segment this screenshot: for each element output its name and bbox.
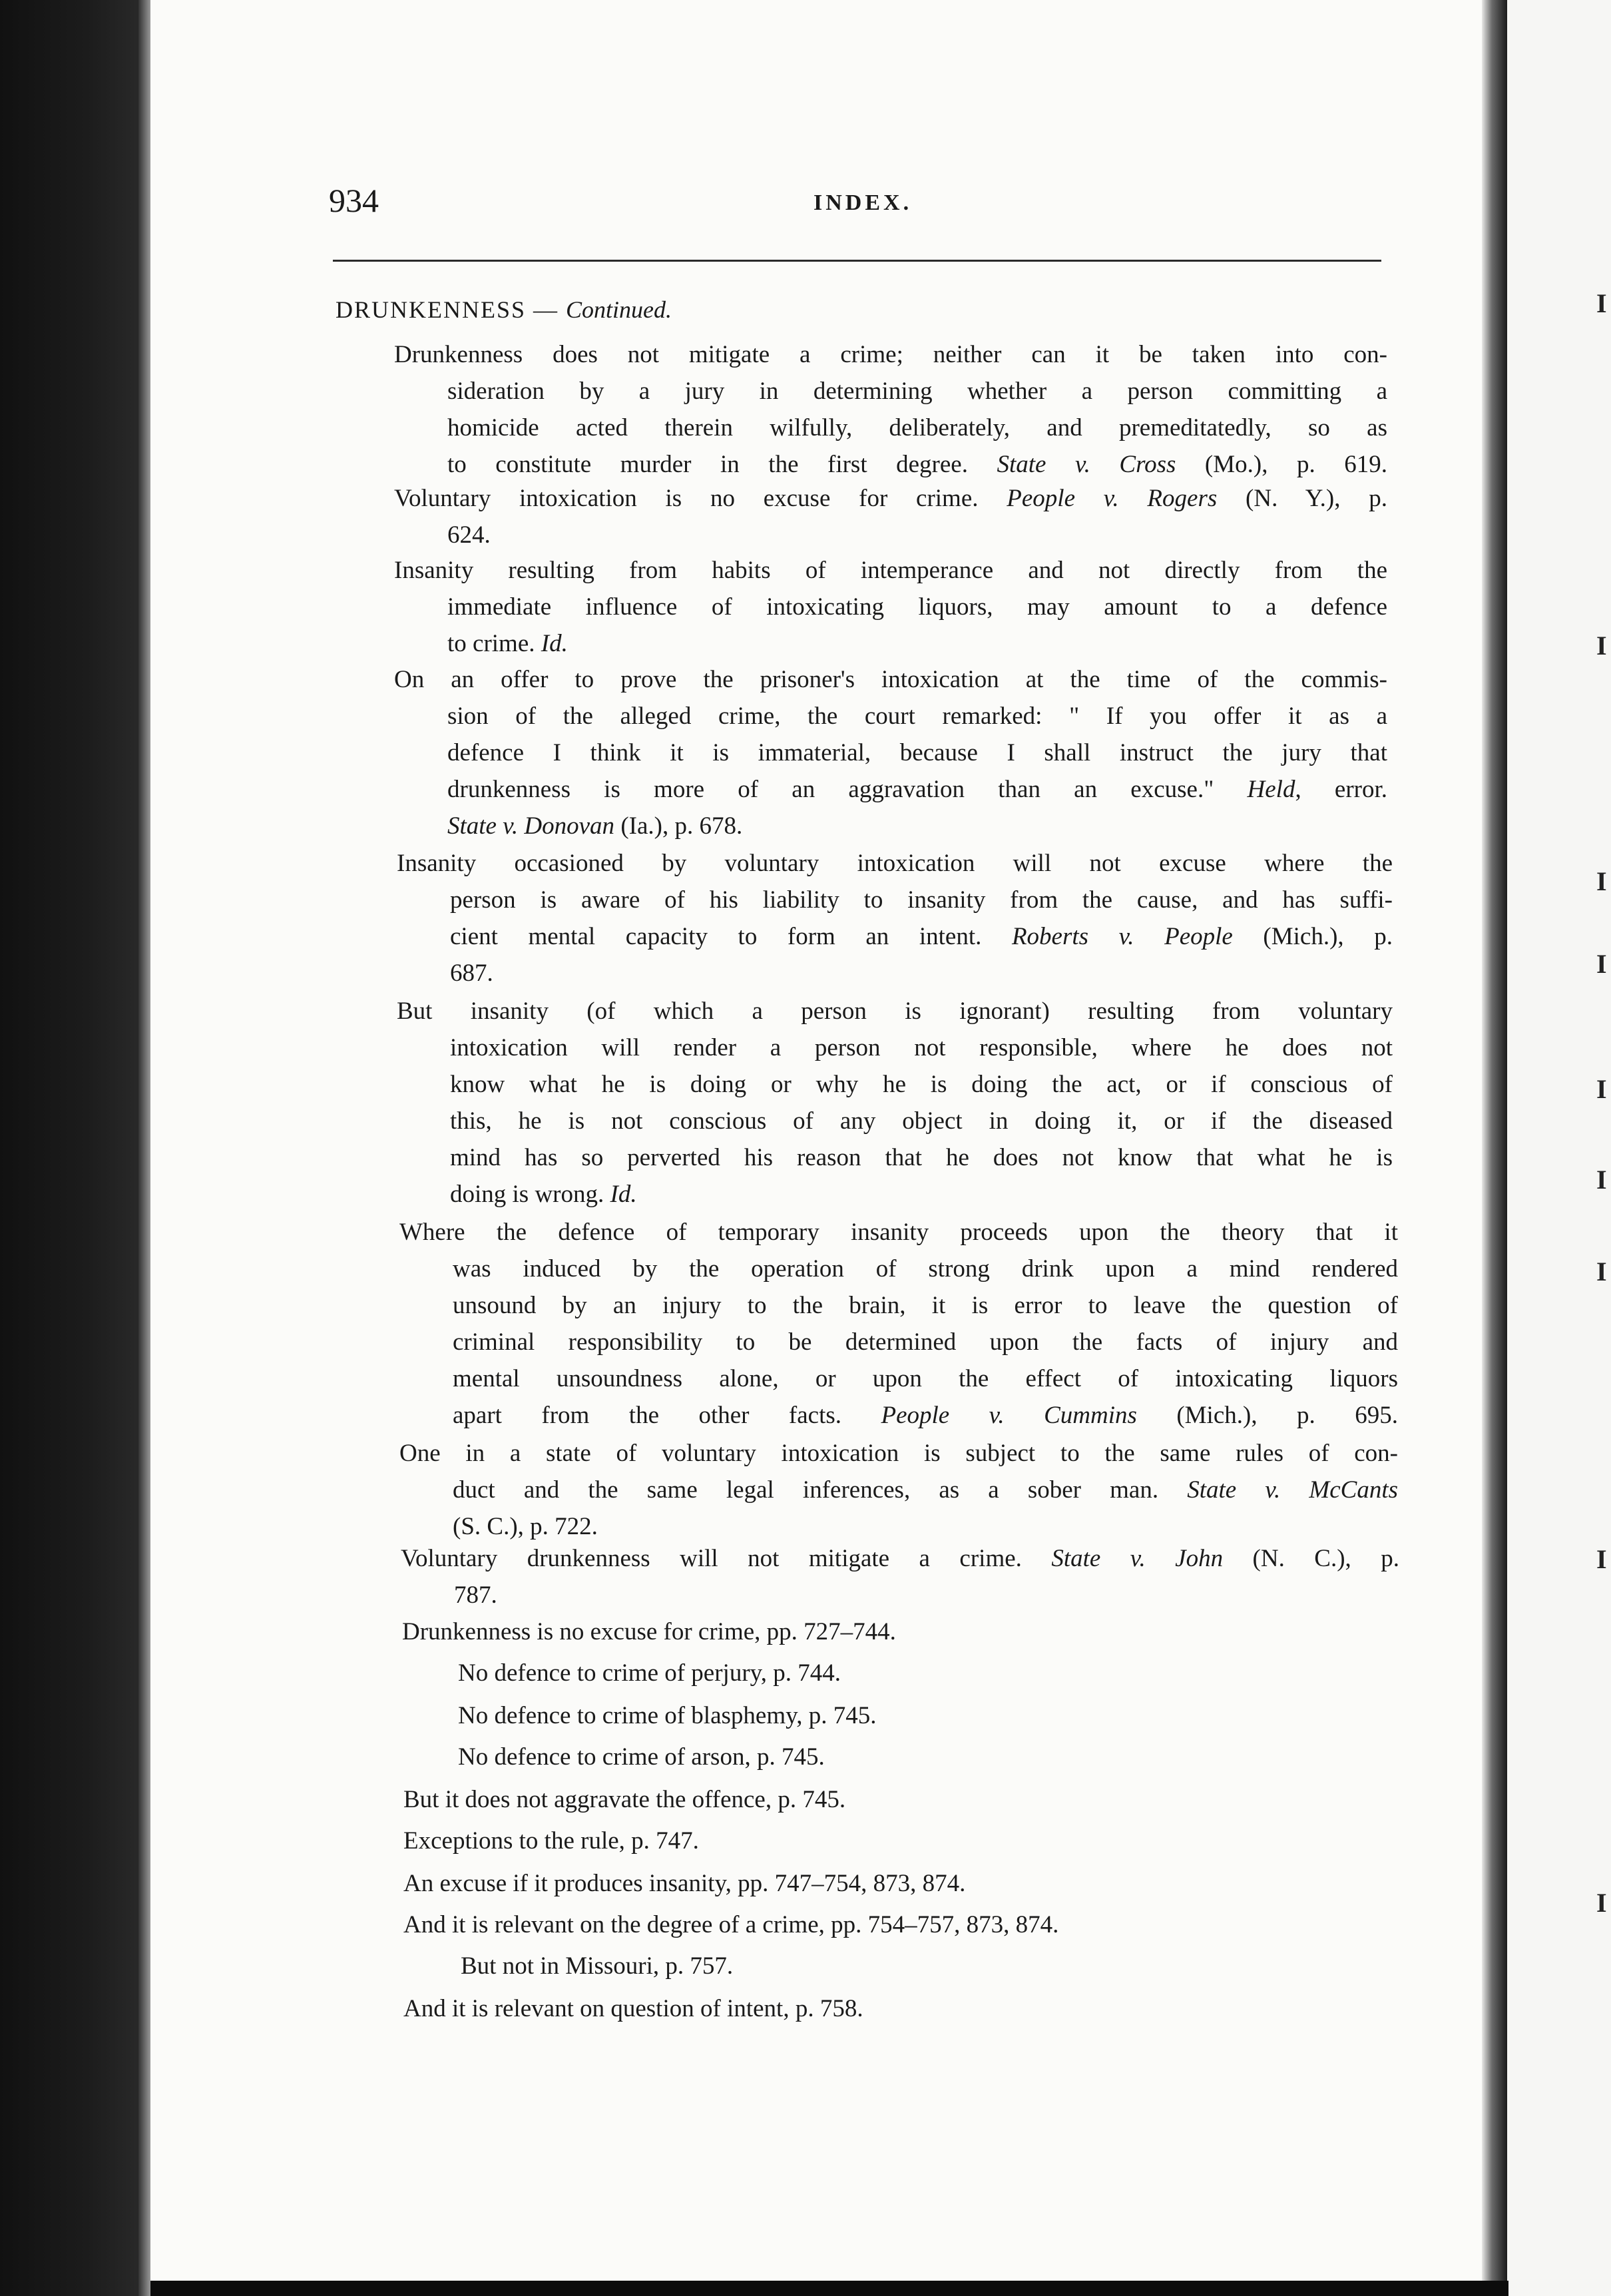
index-entry-line: But not in Missouri, p. 757.	[461, 1952, 734, 1980]
index-entry-line: But it does not aggravate the offence, p. 745.	[403, 1786, 846, 1813]
index-entry-line: (S. C.), p. 722.	[453, 1513, 598, 1540]
adjacent-page-letter: I	[1596, 949, 1607, 979]
index-entry-line: sideration by a jury in determining whether a person committing a	[447, 378, 1387, 405]
index-entry-line: 624.	[447, 521, 491, 549]
index-entry-line: Voluntary drunkenness will not mitigate a crime. State v. John (N. C.), p.	[401, 1545, 1399, 1572]
index-entry-line: No defence to crime of perjury, p. 744.	[458, 1659, 841, 1687]
index-entry-line: Drunkenness is no excuse for crime, pp. 727–744.	[402, 1618, 896, 1645]
index-entry-line: On an offer to prove the prisoner's intoxication at the time of the commis-	[394, 666, 1387, 693]
index-entry-line: Exceptions to the rule, p. 747.	[403, 1827, 699, 1855]
adjacent-page-letter: I	[1596, 1888, 1607, 1918]
index-entry-line: Drunkenness does not mitigate a crime; neither can it be taken into con-	[394, 341, 1387, 368]
index-entry-line: drunkenness is more of an aggravation than an excuse." Held, error.	[447, 776, 1387, 803]
index-entry-line: And it is relevant on question of intent, p. 758.	[403, 1995, 863, 2022]
index-entry-line: sion of the alleged crime, the court remarked: " If you offer it as a	[447, 703, 1387, 730]
adjacent-page-letter: I	[1596, 866, 1607, 896]
running-head: INDEX.	[813, 190, 913, 215]
index-entry-line: And it is relevant on the degree of a crime, pp. 754–757, 873, 874.	[403, 1911, 1059, 1938]
adjacent-page-letter: I	[1596, 1257, 1607, 1287]
index-entry-line: know what he is doing or why he is doing the act, or if conscious of	[450, 1071, 1393, 1098]
index-entry-line: unsound by an injury to the brain, it is error to leave the question of	[453, 1292, 1398, 1319]
index-entry-line: No defence to crime of arson, p. 745.	[458, 1743, 825, 1771]
page-number: 934	[329, 182, 379, 219]
index-entry-line: to crime. Id.	[447, 630, 568, 657]
index-entry-line: homicide acted therein wilfully, deliberately, and premeditatedly, so as	[447, 414, 1387, 441]
adjacent-page-letter: I	[1596, 631, 1607, 661]
index-entry-line: immediate influence of intoxicating liquors, may amount to a defence	[447, 593, 1387, 621]
index-entry-line: to constitute murder in the first degree. State v. Cross (Mo.), p. 619.	[447, 451, 1387, 478]
index-entry-line: Voluntary intoxication is no excuse for crime. People v. Rogers (N. Y.), p.	[394, 485, 1387, 512]
index-entry-line: No defence to crime of blasphemy, p. 745.	[458, 1702, 877, 1729]
index-entry-line: Where the defence of temporary insanity proceeds upon the theory that it	[399, 1219, 1398, 1246]
index-entry-line: mind has so perverted his reason that he does not know that what he is	[450, 1144, 1393, 1171]
index-entry-line: 787.	[454, 1581, 497, 1609]
index-entry-line: But insanity (of which a person is ignorant) resulting from voluntary	[397, 998, 1393, 1025]
index-entry-line: cient mental capacity to form an intent. Roberts v. People (Mich.), p.	[450, 923, 1393, 950]
index-entry-line: intoxication will render a person not responsible, where he does not	[450, 1034, 1393, 1061]
index-entry-line: was induced by the operation of strong drink upon a mind rendered	[453, 1255, 1398, 1283]
index-entry-line: person is aware of his liability to insanity from the cause, and has suffi-	[450, 886, 1393, 914]
adjacent-page-letter: I	[1596, 1165, 1607, 1195]
index-entry-line: mental unsoundness alone, or upon the effect of intoxicating liquors	[453, 1365, 1398, 1392]
index-entry-line: apart from the other facts. People v. Cummins (Mich.), p. 695.	[453, 1402, 1398, 1429]
adjacent-page-letter: I	[1596, 1074, 1607, 1104]
index-entry-line: this, he is not conscious of any object in doing it, or if the diseased	[450, 1107, 1393, 1135]
heading-continued: Continued.	[566, 296, 672, 323]
adjacent-page-letter: I	[1596, 1544, 1607, 1574]
index-entry-line: defence I think it is immaterial, because I shall instruct the jury that	[447, 739, 1387, 766]
index-entry-line: Insanity resulting from habits of intemperance and not directly from the	[394, 557, 1387, 584]
adjacent-page-letter: I	[1596, 288, 1607, 318]
index-entry-line: Insanity occasioned by voluntary intoxication will not excuse where the	[397, 850, 1393, 877]
index-entry-line: 687.	[450, 960, 493, 987]
index-entry-line: doing is wrong. Id.	[450, 1181, 637, 1208]
index-entry-line: An excuse if it produces insanity, pp. 747–754, 873, 874.	[403, 1870, 966, 1897]
index-entry-line: State v. Donovan (Ia.), p. 678.	[447, 812, 743, 840]
index-entry-line: duct and the same legal inferences, as a sober man. State v. McCants	[453, 1476, 1398, 1504]
index-entry-line: One in a state of voluntary intoxication is subject to the same rules of con-	[399, 1440, 1398, 1467]
heading-term: DRUNKENNESS —	[336, 296, 559, 323]
index-entry-line: criminal responsibility to be determined upon the facts of injury and	[453, 1328, 1398, 1356]
